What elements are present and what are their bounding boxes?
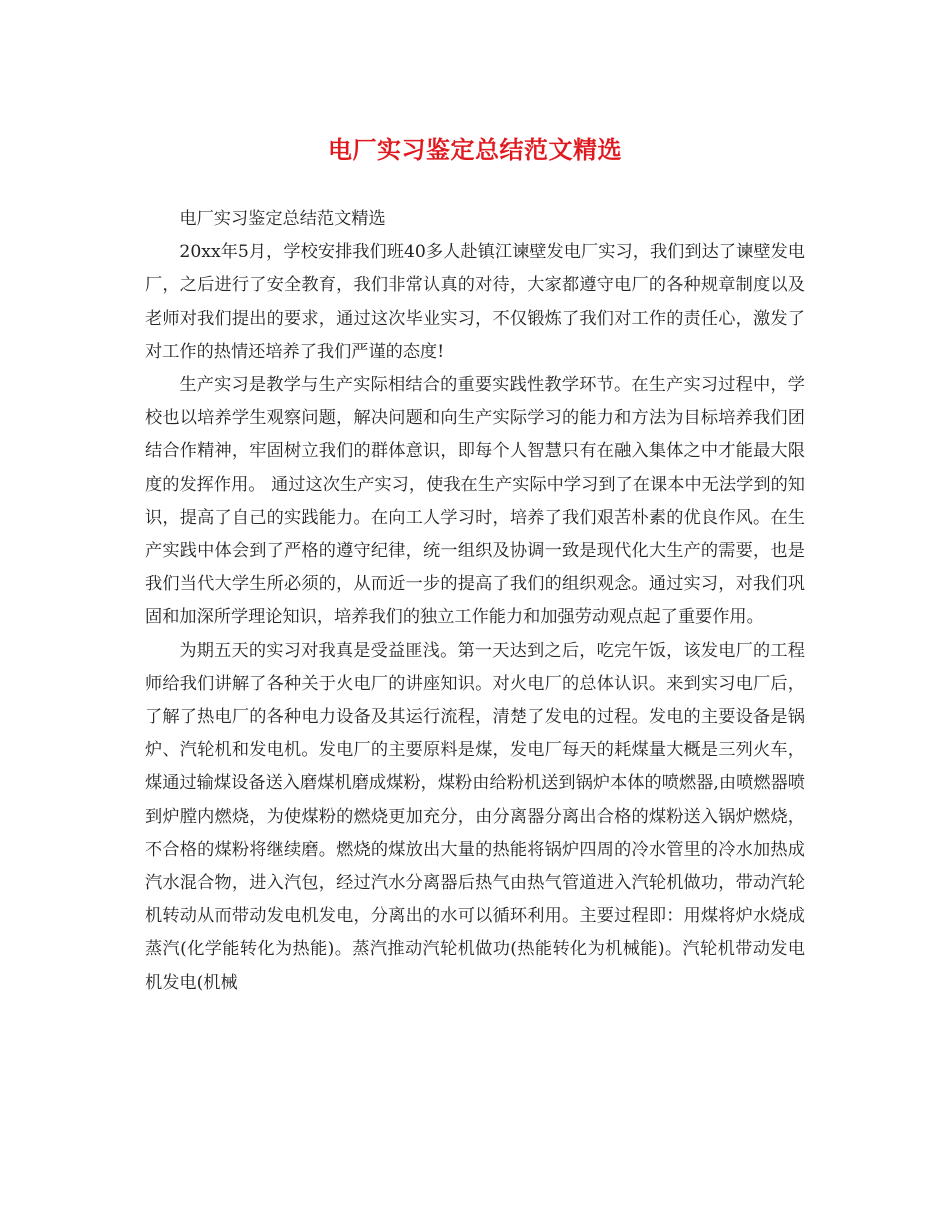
paragraph-intro: 20xx年5月，学校安排我们班40多人赴镇江谏壁发电厂实习，我们到达了谏壁发电厂，之后进行了安全教育，我们非常认真的对待，大家都遵守电厂的各种规章制度以及老师对我们提出的要求，通过这次毕业实习，不仅锻炼了我们对工作的责任心，激发了对工作的热情还培养了我们严谨的态度! <box>145 242 805 362</box>
document-body <box>145 203 805 1000</box>
paragraph-practice-significance: 生产实习是教学与生产实际相结合的重要实践性教学环节。在生产实习过程中，学校也以培养学生观察问题，解决问题和向生产实际学习的能力和方法为目标培养我们团结合作精神，牢固树立我们的群体意识，即每个人智慧只有在融入集体之中才能最大限度的发挥作用。 通过这次生产实习，使我在生产实际中学习到了在课本中无法学到的知识，提高了自己的实践能力。在向工人学习时，培养了我们艰苦朴素的优良作风。在生产实践中体会到了严格的遵守纪律，统一组织及协调一致是现代化大生产的需要，也是我们当代大学生所必须的，从而近一步的提高了我们的组织观念。通过实习，对我们巩固和加深所学理论知识，培养我们的独立工作能力和加强劳动观点起了重要作用。 <box>145 375 805 628</box>
paragraph-subtitle: 电厂实习鉴定总结范文精选 <box>179 209 386 229</box>
document-title: 电厂实习鉴定总结范文精选 <box>328 135 622 164</box>
paragraph-power-plant-process: 为期五天的实习对我真是受益匪浅。第一天达到之后，吃完午饭，该发电厂的工程师给我们讲解了各种关于火电厂的讲座知识。对火电厂的总体认识。来到实习电厂后，了解了热电厂的各种电力设备及其运行流程，清楚了发电的过程。发电的主要设备是锅炉、汽轮机和发电机。发电厂的主要原料是煤，发电厂每天的耗煤量大概是三列火车，煤通过输煤设备送入磨煤机磨成煤粉，煤粉由给粉机送到锅炉本体的喷燃器,由喷燃器喷到炉膛内燃烧，为使煤粉的燃烧更加充分，由分离器分离出合格的煤粉送入锅炉燃烧，不合格的煤粉将继续磨。燃烧的煤放出大量的热能将锅炉四周的冷水管里的冷水加热成汽水混合物，进入汽包，经过汽水分离器后热气由热气管道进入汽轮机做功，带动汽轮机转动从而带动发电机发电，分离出的水可以循环利用。主要过程即：用煤将炉水烧成蒸汽(化学能转化为热能)。蒸汽推动汽轮机做功(热能转化为机械能)。汽轮机带动发电机发电(机械 <box>145 640 805 993</box>
